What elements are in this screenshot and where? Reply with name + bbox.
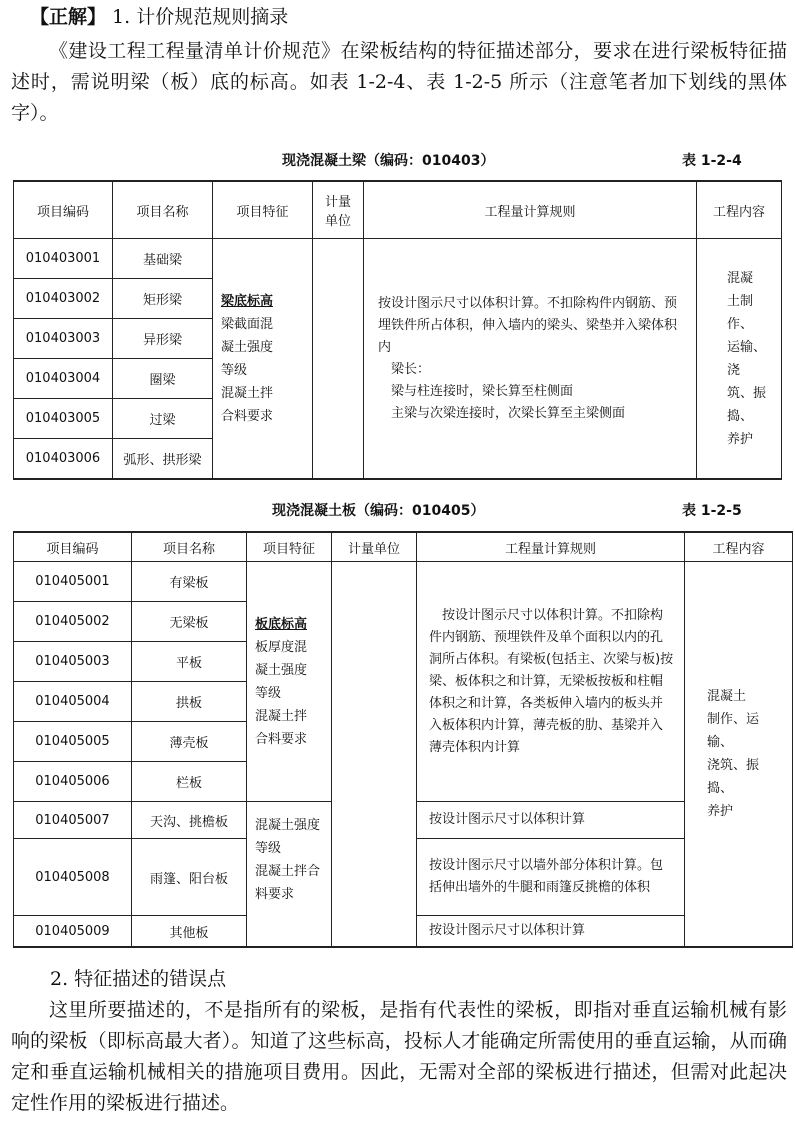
table2-header-name: 项目名称 (132, 532, 247, 562)
item-name: 基础梁 (113, 239, 213, 279)
table-row (14, 562, 793, 602)
explanation-paragraph: 这里所要描述的，不是指所有的梁板，是指有代表性的梁板，即指对垂直运输机械有影响的梁板（即标高最大者）。知道了这些标高，投标人才能确定所需使用的垂直运输，从而确定和垂直运输机械相关的措施项目费用。因此，无需对全部的梁板进行描述，但需对此起决定性作用的梁板进行描述。 (11, 999, 787, 1114)
table2-rule-4: 按设计图示尺寸以体积计算 (417, 916, 685, 948)
table2-title: 现浇混凝土板（编码：010405） (272, 503, 485, 519)
item-code: 010405003 (14, 642, 132, 682)
item-code: 010405007 (14, 802, 132, 839)
table2-header-work: 工程内容 (685, 532, 793, 562)
table1-feature-text: 梁截面混 凝土强度 等级 混凝土拌 合料要求 (221, 316, 274, 424)
table1-header-rule: 工程量计算规则 (364, 181, 697, 239)
table2-header-rule: 工程量计算规则 (417, 532, 685, 562)
item-code: 010403005 (14, 399, 113, 439)
item-code: 010405006 (14, 762, 132, 802)
table1-header-name: 项目名称 (113, 181, 213, 239)
item-name: 拱板 (132, 682, 247, 722)
table1-header-work: 工程内容 (697, 181, 782, 239)
item-code: 010405002 (14, 602, 132, 642)
answer-tag: 【正解】 (30, 6, 107, 28)
table1-feature-key: 梁底标高 (221, 293, 274, 309)
table2-header-code: 项目编码 (14, 532, 132, 562)
table1-feature (213, 239, 313, 480)
table2-unit (332, 562, 417, 948)
table2-rule-1: 按设计图示尺寸以体积计算。不扣除构件内钢筋、预埋铁件及单个面积以内的孔洞所占体积。有梁板(包括主、次梁与板)按梁、板体积之和计算，无梁板按板和柱帽体积之和计算，各类板伸入墙内的板头并入板体积内计算，薄壳板的肋、基梁并入薄壳体积内计算 (417, 562, 685, 802)
item-code: 010403003 (14, 319, 113, 359)
table2-feature-2: 混凝土强度 等级 混凝土拌合 料要求 (247, 802, 332, 948)
slab-table (13, 531, 793, 948)
beam-table (13, 180, 782, 480)
table2-header-feature: 项目特征 (247, 532, 332, 562)
table1-title: 现浇混凝土梁（编码：010403） (282, 153, 495, 169)
item-code: 010403001 (14, 239, 113, 279)
table2-header-unit: 计量单位 (332, 532, 417, 562)
item-name: 平板 (132, 642, 247, 682)
item-name: 矩形梁 (113, 279, 213, 319)
item-code: 010405008 (14, 839, 132, 916)
table2-feature-1 (247, 562, 332, 802)
item-code: 010405004 (14, 682, 132, 722)
table1-header-unit: 计量 单位 (313, 181, 364, 239)
item-code: 010405005 (14, 722, 132, 762)
item-name: 其他板 (132, 916, 247, 948)
item-name: 雨篷、阳台板 (132, 839, 247, 916)
item-name: 异形梁 (113, 319, 213, 359)
section-heading-1 (30, 4, 288, 30)
item-name: 有梁板 (132, 562, 247, 602)
table2-rule-3: 按设计图示尺寸以墙外部分体积计算。包括伸出墙外的牛腿和雨篷反挑檐的体积 (417, 839, 685, 916)
item-code: 010403004 (14, 359, 113, 399)
item-name: 圈梁 (113, 359, 213, 399)
item-name: 过梁 (113, 399, 213, 439)
item-name: 天沟、挑檐板 (132, 802, 247, 839)
table2-work: 混凝土 制作、运输、 浇筑、振捣、 养护 (685, 562, 793, 948)
table2-number: 表 1-2-5 (682, 503, 742, 519)
item-name: 薄壳板 (132, 722, 247, 762)
table-row (14, 239, 782, 279)
table1-work: 混凝 土制作、 运输、浇 筑、振捣、 养护 (697, 239, 782, 480)
item-code: 010403006 (14, 439, 113, 480)
item-name: 弧形、拱形梁 (113, 439, 213, 480)
item-code: 010405009 (14, 916, 132, 948)
intro-paragraph: 《建设工程工程量清单计价规范》在梁板结构的特征描述部分，要求在进行梁板特征描述时，需说明梁（板）底的标高。如表 1-2-4、表 1-2-5 所示（注意笔者加下划线的黑体字）。 (11, 40, 787, 124)
table1-header-feature: 项目特征 (213, 181, 313, 239)
table1-unit (313, 239, 364, 480)
table1-rule: 按设计图示尺寸以体积计算。不扣除构件内钢筋、预埋铁件所占体积，伸入墙内的梁头、梁垫并入梁体积内 梁长： 梁与柱连接时，梁长算至柱侧面 主梁与次梁连接时，次梁长算至主梁侧面 (364, 239, 697, 480)
item-code: 010403002 (14, 279, 113, 319)
item-name: 栏板 (132, 762, 247, 802)
item-name: 无梁板 (132, 602, 247, 642)
item-code: 010405001 (14, 562, 132, 602)
table2-feature-key: 板底标高 (255, 616, 308, 632)
table2-feature-text: 板厚度混 凝土强度 等级 混凝土拌 合料要求 (255, 639, 308, 747)
table1-header-code: 项目编码 (14, 181, 113, 239)
section-heading-2: 2. 特征描述的错误点 (50, 968, 227, 990)
section-heading-1-text: 1. 计价规范规则摘录 (106, 6, 289, 28)
table2-rule-2: 按设计图示尺寸以体积计算 (417, 802, 685, 839)
table1-number: 表 1-2-4 (682, 153, 742, 169)
